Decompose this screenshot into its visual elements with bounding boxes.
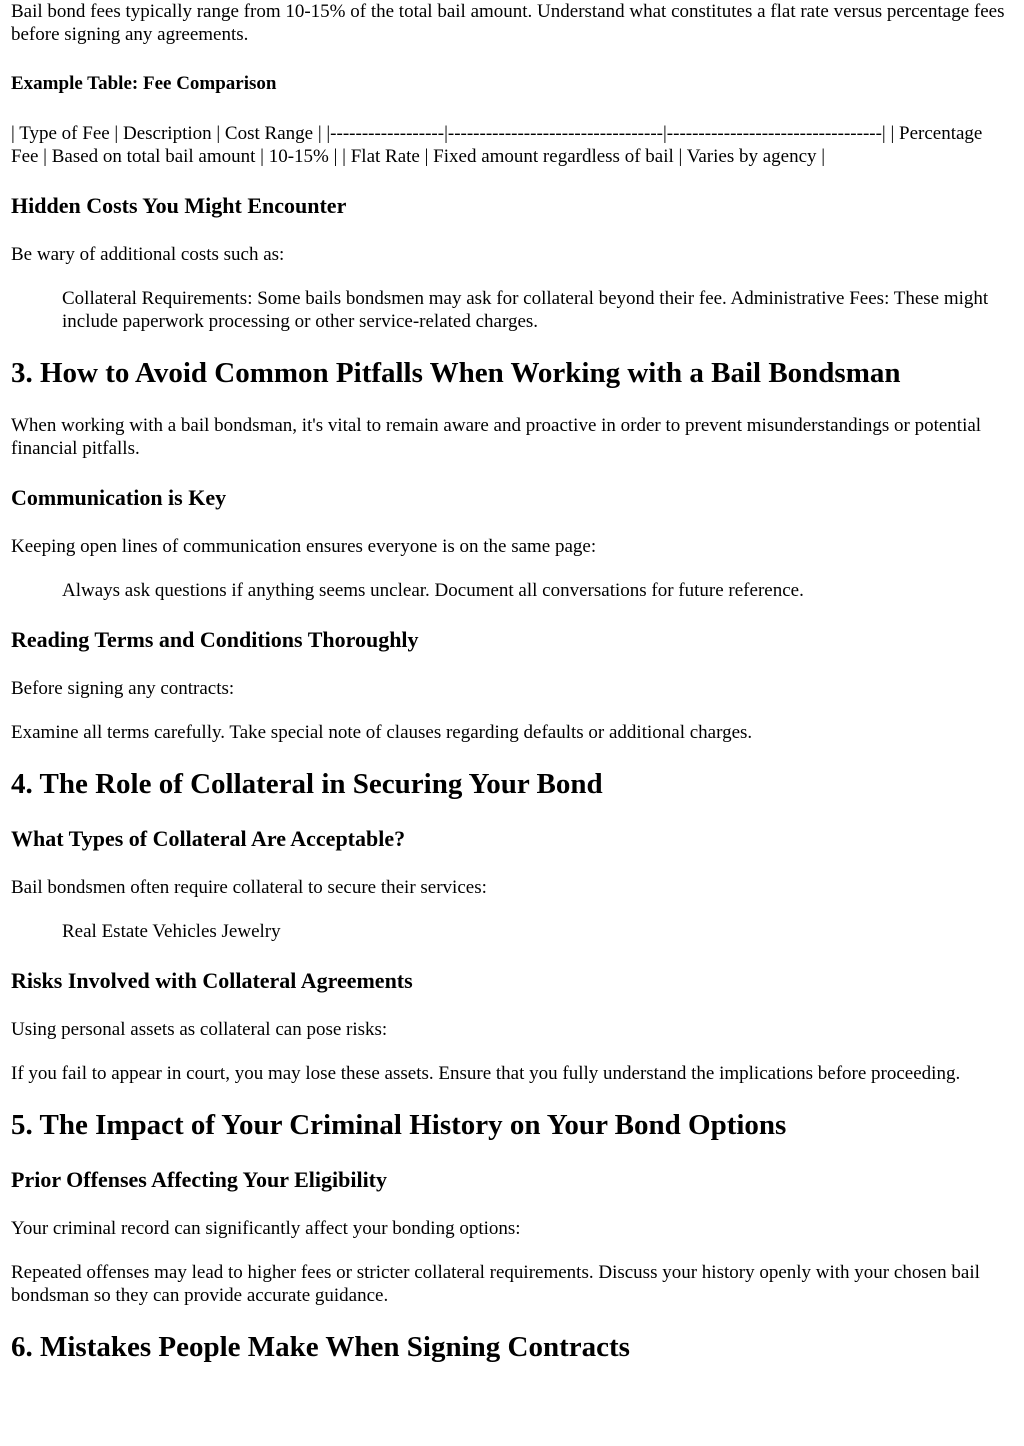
section-4-heading: 4. The Role of Collateral in Securing Your Bond: [11, 768, 603, 800]
collateral-types-heading: What Types of Collateral Are Acceptable?: [11, 826, 406, 851]
collateral-risks-lead: Using personal assets as collateral can pose risks:: [11, 1019, 388, 1040]
collateral-risks-heading: Risks Involved with Collateral Agreements: [11, 968, 413, 993]
communication-heading: Communication is Key: [11, 485, 227, 510]
communication-list: Always ask questions if anything seems unclear. Document all conversations for future reference.: [62, 580, 804, 601]
prior-offenses-body: Repeated offenses may lead to higher fees or stricter collateral requirements. Discuss your history openly with your chosen bail bondsman so they can provide accurate guidance.: [11, 1262, 980, 1306]
prior-offenses-heading: Prior Offenses Affecting Your Eligibility: [11, 1167, 388, 1192]
section-3-heading: 3. How to Avoid Common Pitfalls When Working with a Bail Bondsman: [11, 357, 901, 389]
terms-body: Examine all terms carefully. Take special note of clauses regarding defaults or additional charges.: [11, 722, 753, 743]
hidden-costs-lead: Be wary of additional costs such as:: [11, 244, 285, 265]
fee-table-raw: | Type of Fee | Description | Cost Range | |------------------|----------------------------------|----------------------------------| | Percentage Fee | Based on total bail amount | 10-15% | | Flat Rate | Fixed amount regardless of bail | Varies by agency |: [11, 123, 983, 167]
intro-paragraph: Bail bond fees typically range from 10-15% of the total bail amount. Understand what constitutes a flat rate versus percentage fees before signing any agreements.: [11, 1, 1005, 45]
section-5-heading: 5. The Impact of Your Criminal History on Your Bond Options: [11, 1109, 787, 1141]
terms-lead: Before signing any contracts:: [11, 678, 235, 699]
hidden-costs-list: Collateral Requirements: Some bails bondsmen may ask for collateral beyond their fee. Administrative Fees: These might include paperwork processing or other service-related charges.: [62, 288, 989, 332]
collateral-types-lead: Bail bondsmen often require collateral to secure their services:: [11, 877, 487, 898]
prior-offenses-lead: Your criminal record can significantly affect your bonding options:: [11, 1218, 521, 1239]
hidden-costs-heading: Hidden Costs You Might Encounter: [11, 193, 347, 218]
table-heading: Example Table: Fee Comparison: [11, 73, 277, 94]
collateral-risks-body: If you fail to appear in court, you may lose these assets. Ensure that you fully understand the implications before proceeding.: [11, 1063, 961, 1084]
collateral-types-list: Real Estate Vehicles Jewelry: [62, 921, 281, 942]
section-3-intro: When working with a bail bondsman, it's vital to remain aware and proactive in order to prevent misunderstandings or potential financial pitfalls.: [11, 415, 982, 459]
section-6-heading: 6. Mistakes People Make When Signing Contracts: [11, 1331, 630, 1363]
terms-heading: Reading Terms and Conditions Thoroughly: [11, 627, 419, 652]
communication-lead: Keeping open lines of communication ensures everyone is on the same page:: [11, 536, 597, 557]
